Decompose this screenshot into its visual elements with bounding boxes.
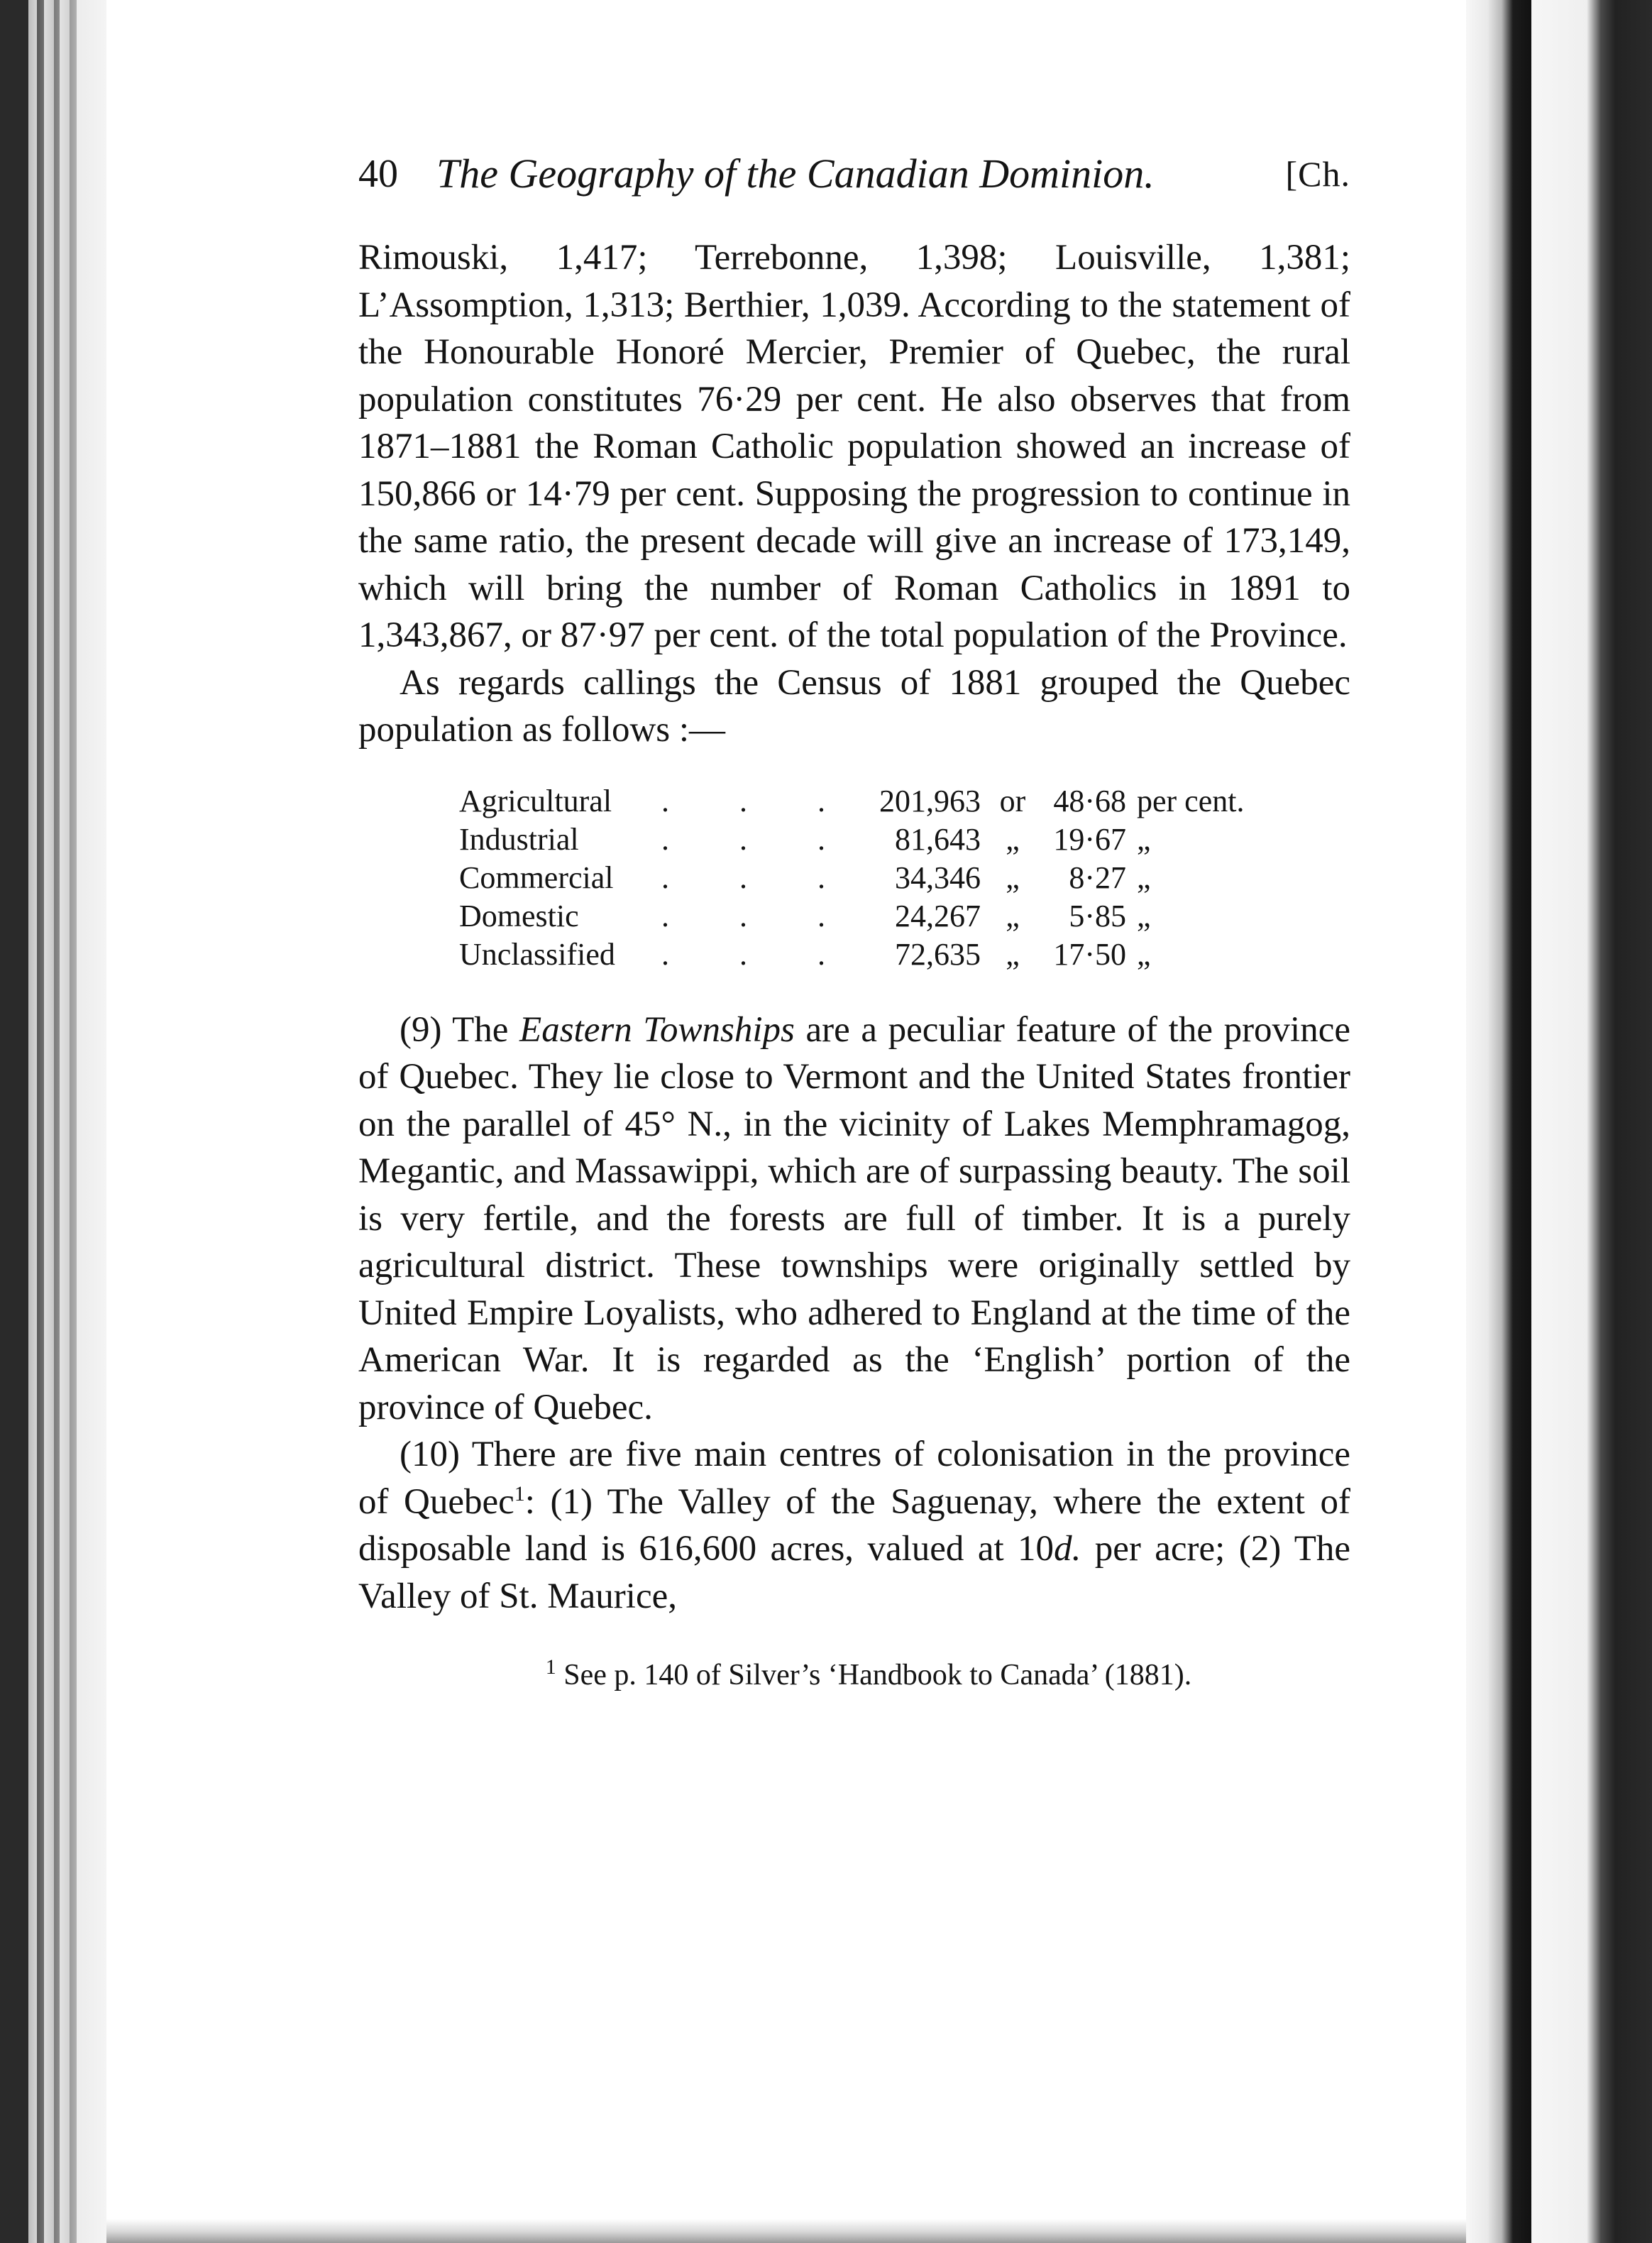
paragraph-population: Rimouski, 1,417; Terrebonne, 1,398; Louisville, 1,381; L’Assomption, 1,313; Berthier, 1,039. According to the statement of the Honourable Honoré Mercier, Premier of Quebec, the rural population constitutes 76·29 per cent. He also observes that from 1871–1881 the Roman Catholic population showed an increase of 150,866 or 14·79 per cent. Supposing the progression to continue in the same ratio, the present decade will give an increase of 173,149, which will bring the number of Roman Catholics in 1891 to 1,343,867, or 87·97 per cent. of the total population of the Province. [358, 238, 1350, 655]
callings-row [459, 936, 1254, 974]
calling-number: 81,643 [895, 821, 981, 857]
calling-percent: 8·27 [1069, 860, 1126, 895]
calling-marker: „ [1006, 936, 1020, 972]
calling-label: Agricultural [459, 783, 612, 818]
callings-row [459, 859, 1254, 897]
calling-number: 24,267 [895, 898, 981, 933]
calling-percent: 48·68 [1053, 783, 1126, 818]
paragraph-rest: are a peculiar feature of the province of Quebec. They lie close to Vermont and the United States frontier on the parallel of 45° N., in the vicinity of Lakes Memphramagog, Megantic, and Massawippi, which are of surpassing beauty. The soil is very fertile, and the forests are full of timber. It is a purely agricultural district. These townships were originally settled by United Empire Loyalists, who adhered to England at the time of the American War. It is regarded as the ‘English’ portion of the province of Quebec. [358, 1009, 1350, 1427]
leader-dots: . . . [661, 860, 857, 895]
callings-table [459, 782, 1254, 974]
leader-dots: . . . [661, 936, 857, 972]
paragraph-middle: : (1) The Valley of the Saguenay, where the extent of disposable land is 616,600 acres, valued at 10 [358, 1481, 1350, 1569]
page-body [358, 234, 1350, 1695]
calling-marker: „ [1006, 821, 1020, 857]
calling-label: Unclassified [459, 936, 615, 972]
footnote [358, 1655, 1350, 1695]
footnote-reference: 1 [514, 1481, 525, 1506]
calling-number: 201,963 [879, 783, 981, 818]
footnote-text: See p. 140 of Silver’s ‘Handbook to Canada’ (1881). [556, 1659, 1192, 1691]
book-page [358, 142, 1350, 1695]
calling-unit: „ [1137, 936, 1151, 972]
chapter-mark: [Ch. [1285, 154, 1350, 194]
footnote-mark: 1 [545, 1655, 556, 1679]
callings-row [459, 897, 1254, 936]
calling-unit: „ [1137, 821, 1151, 857]
paragraph-colonisation [358, 1431, 1350, 1620]
book-spine-edge [0, 0, 106, 2243]
emphasis-text: Eastern Townships [519, 1009, 795, 1050]
calling-number: 72,635 [895, 936, 981, 972]
calling-marker: or [999, 783, 1026, 818]
calling-unit: „ [1137, 898, 1151, 933]
paragraph-rest: per acre; (2) The Valley of St. Maurice, [358, 1529, 1351, 1616]
calling-percent: 19·67 [1053, 821, 1126, 857]
paragraph-eastern-townships [358, 1007, 1350, 1432]
calling-unit: per cent. [1137, 783, 1245, 818]
paragraph-lead: (10) There are five main centres of colonisation in the province of Quebec [358, 1435, 1350, 1522]
emphasis-text: d. [1054, 1529, 1081, 1569]
calling-number: 34,346 [895, 860, 981, 895]
running-head [358, 142, 1350, 206]
calling-label: Industrial [459, 821, 579, 857]
leader-dots: . . . [661, 898, 857, 933]
calling-percent: 5·85 [1069, 898, 1126, 933]
calling-unit: „ [1137, 860, 1151, 895]
calling-label: Domestic [459, 898, 579, 933]
leader-dots: . . . [661, 783, 857, 818]
calling-label: Commercial [459, 860, 614, 895]
paragraph-lead: (9) The [400, 1009, 520, 1050]
calling-percent: 17·50 [1053, 936, 1126, 972]
paragraph-callings-intro: As regards callings the Census of 1881 grouped the Quebec population as follows :— [358, 662, 1350, 750]
calling-marker: „ [1006, 898, 1020, 933]
calling-marker: „ [1006, 860, 1020, 895]
callings-row [459, 821, 1254, 859]
page-number: 40 [358, 152, 398, 196]
adjacent-page-edge [1466, 0, 1652, 2243]
page-bottom-shadow [106, 2219, 1466, 2243]
callings-row [459, 782, 1254, 821]
running-title: The Geography of the Canadian Dominion. [436, 150, 1155, 197]
leader-dots: . . . [661, 821, 857, 857]
